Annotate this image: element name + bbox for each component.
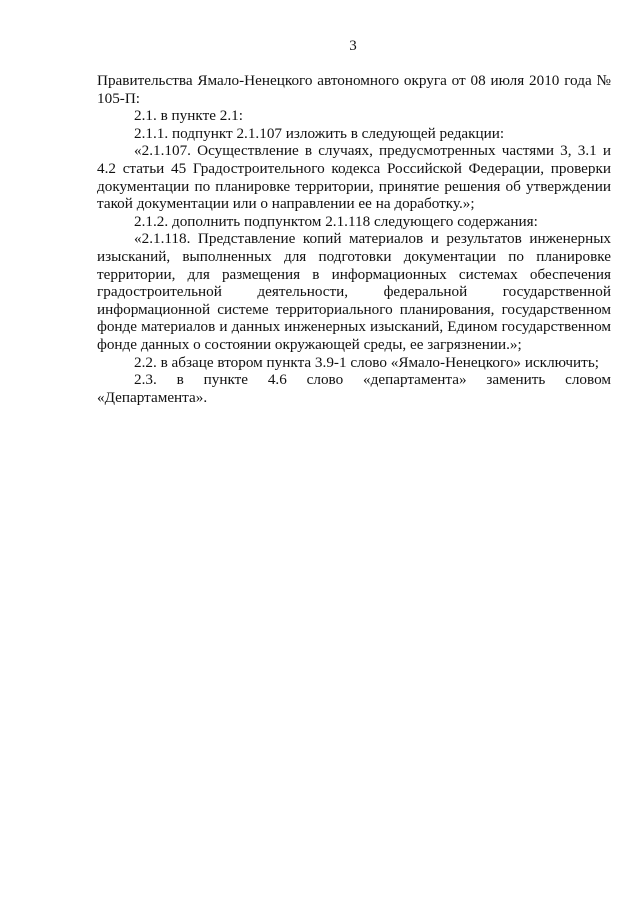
paragraph-2-1-1: 2.1.1. подпункт 2.1.107 изложить в следующей редакции:	[134, 124, 505, 142]
paragraph-2-3: 2.3. в пункте 4.6 слово «департамента» заменить словом «Департамента».	[97, 371, 611, 406]
paragraph-2-2: 2.2. в абзаце втором пункта 3.9-1 слово «Ямало-Ненецкого» исключить;	[134, 353, 599, 371]
paragraph-2-1-118: «2.1.118. Представление копий материалов и результатов инженерных изысканий, выполненных для подготовки документации по планировке территории, для размещения в информационных системах обеспечения градостроительной деятельности, федеральной государственной информационной системе территориального планирования, государственном фонде материалов и данных инженерных изысканий, Едином государственном фонде данных о состоянии окружающей среды, ее загрязнении.»;	[97, 230, 611, 353]
paragraph-2-1: 2.1. в пункте 2.1:	[134, 107, 243, 125]
paragraph-intro: Правительства Ямало-Ненецкого автономного округа от 08 июля 2010 года № 105-П:	[97, 72, 611, 107]
paragraph-2-1-2: 2.1.2. дополнить подпунктом 2.1.118 следующего содержания:	[134, 212, 538, 230]
paragraph-2-1-107: «2.1.107. Осуществление в случаях, предусмотренных частями 3, 3.1 и 4.2 статьи 45 Градостроительного кодекса Российской Федерации, проверки документации по планировке территории, принятие решения об утверждении такой документации или о направлении ее на доработку.»;	[97, 142, 611, 213]
document-body	[97, 72, 611, 406]
page-number: 3	[349, 38, 357, 54]
